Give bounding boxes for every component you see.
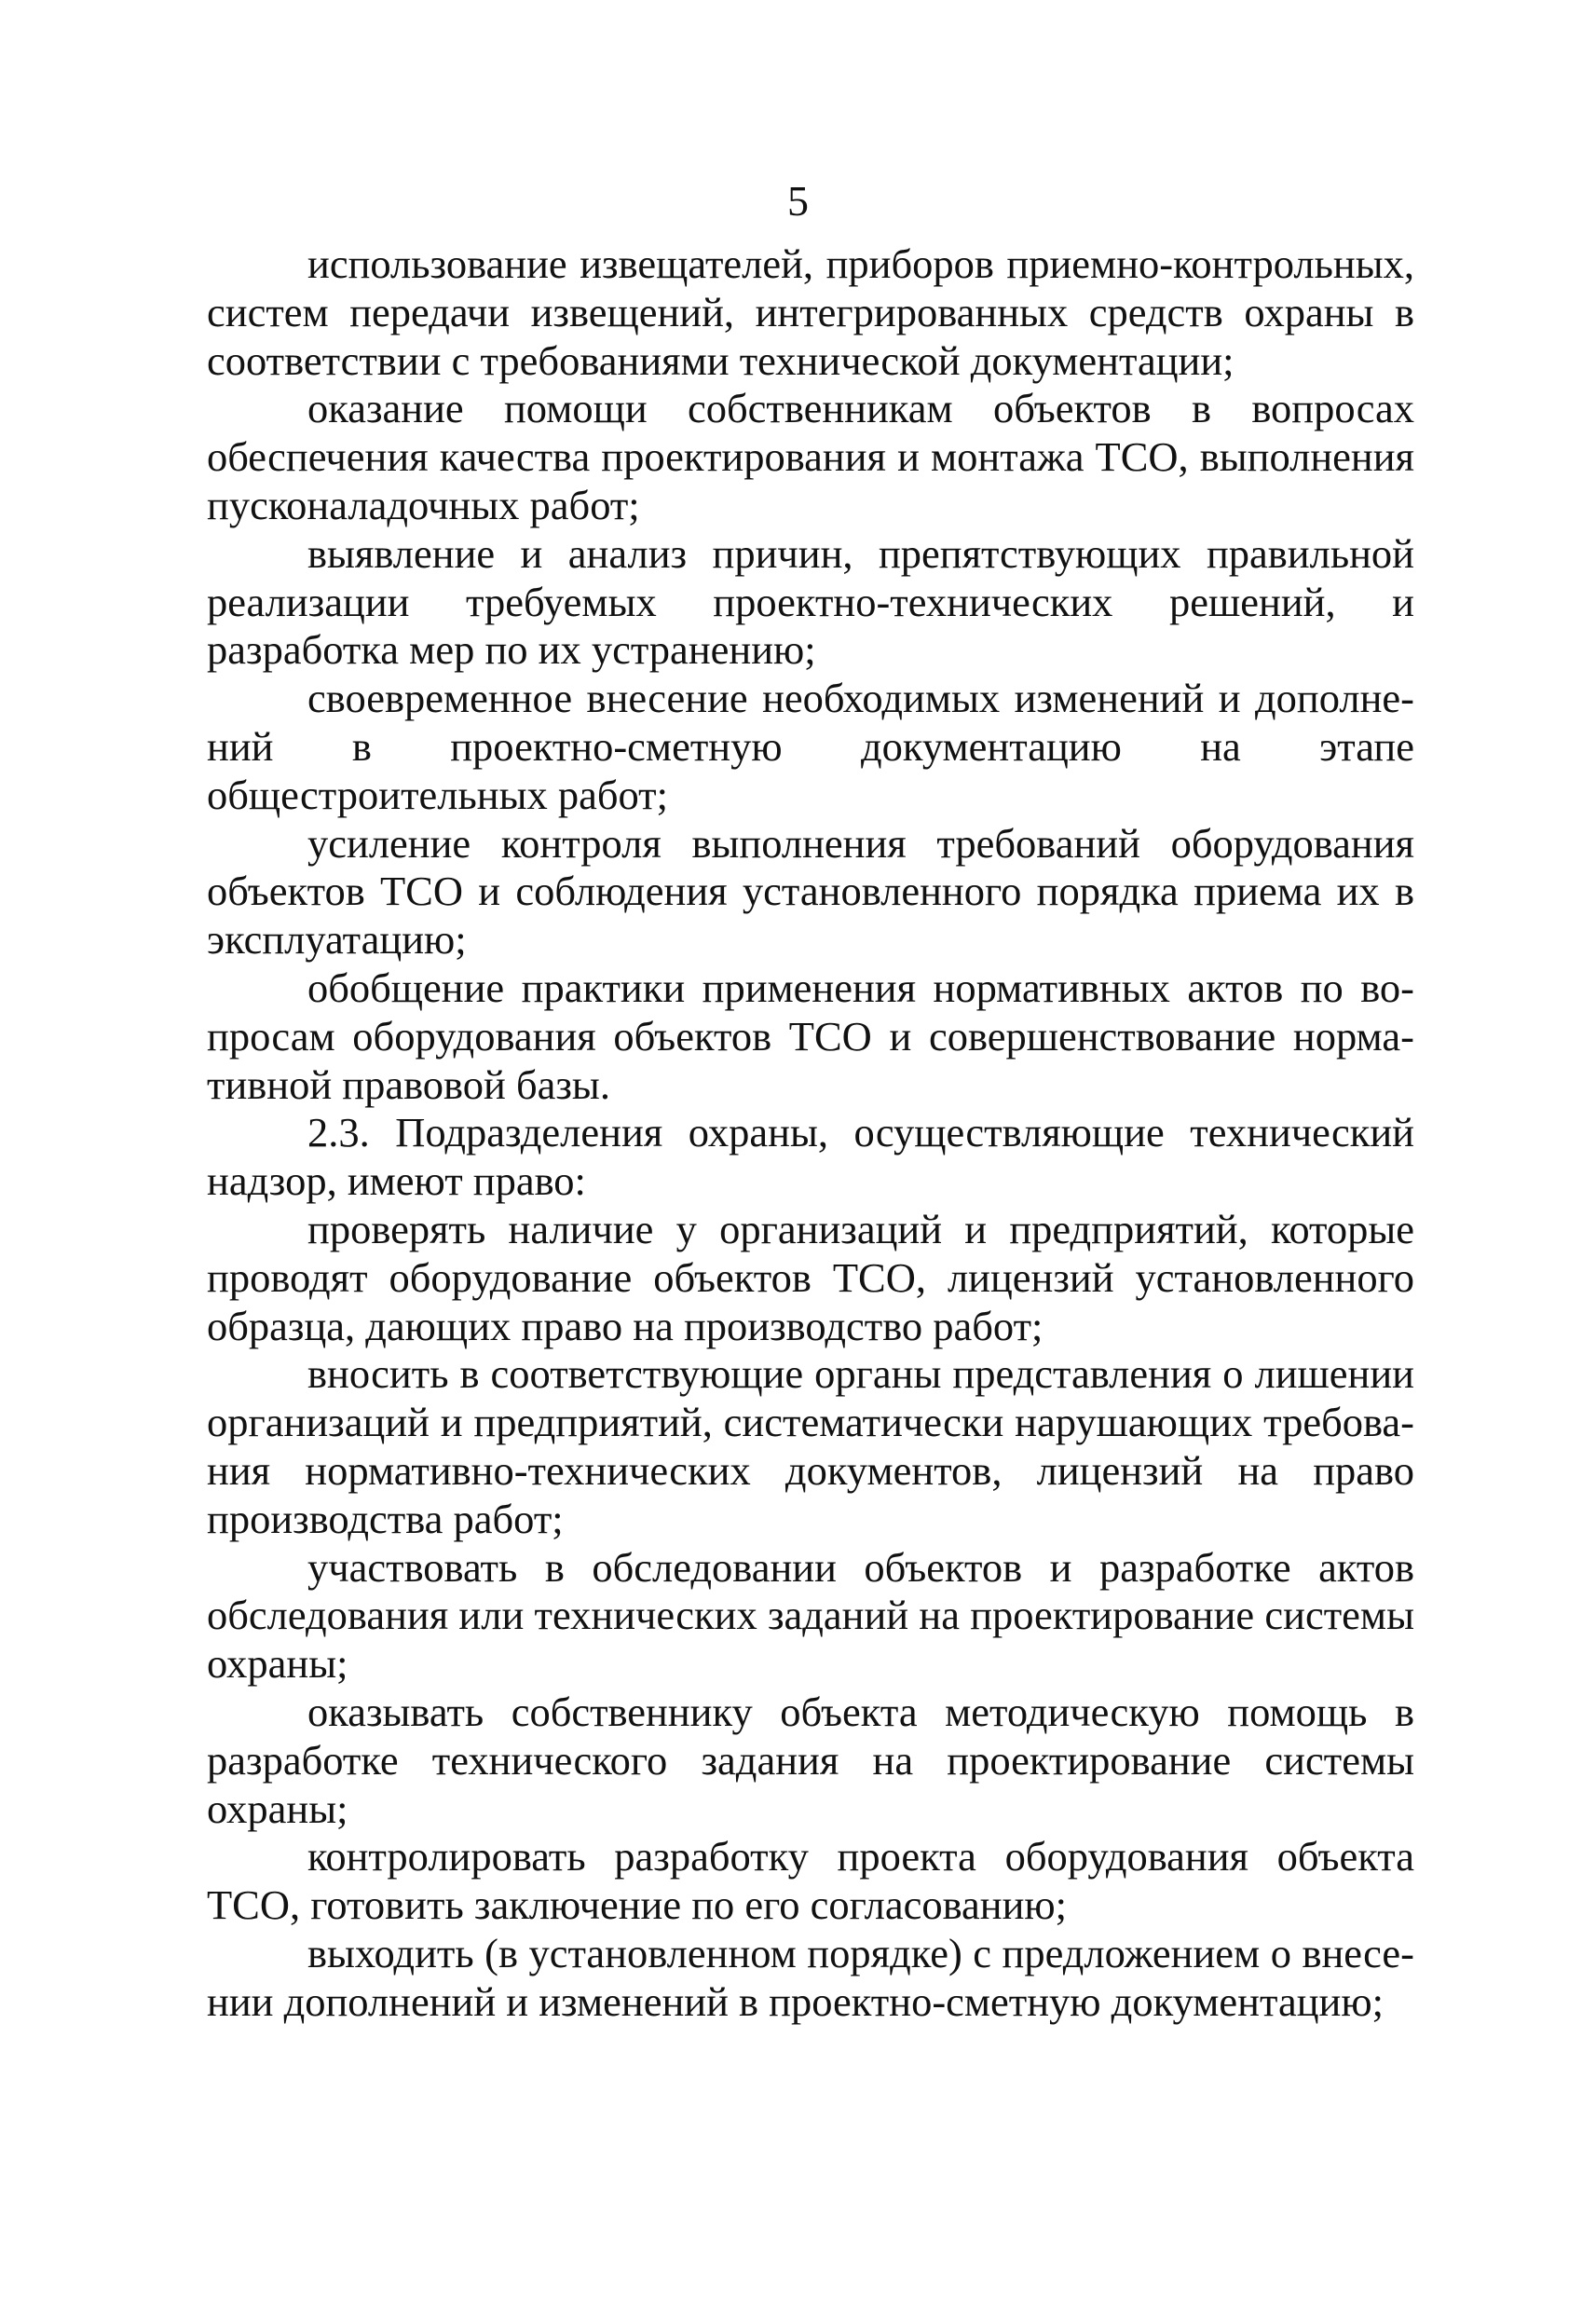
paragraph: оказывать собственнику объекта методическую помощь в разработке технического задания на проектирование системы охраны;	[207, 1688, 1414, 1832]
paragraph: участвовать в обследовании объектов и разработке актов обследования или технических заданий на проектирование системы охраны;	[207, 1543, 1414, 1688]
paragraph: выявление и анализ причин, препятствующих правильной реализации требуемых проектно-технических решений, и разработка мер по их устранению;	[207, 529, 1414, 674]
document-body	[207, 240, 1414, 2026]
paragraph: проверять наличие у организаций и предприятий, которые проводят оборудование объектов ТСО, лицензий установленного образца, дающих право на производство работ;	[207, 1205, 1414, 1349]
paragraph: усиление контроля выполнения требований оборудования объектов ТСО и соблюдения установленного порядка приема их в эксплуатацию;	[207, 819, 1414, 964]
paragraph: контролировать разработку проекта оборудования объекта ТСО, готовить заключение по его согласованию;	[207, 1833, 1414, 1929]
paragraph: использование извещателей, приборов приемно-контрольных, систем передачи извещений, интегрированных средств охраны в соответствии с требованиями технической документации;	[207, 240, 1414, 384]
page-number: 5	[787, 177, 809, 225]
paragraph: своевременное внесение необходимых изменений и дополнений в проектно-сметную документацию на этапе общестроительных работ;	[207, 675, 1414, 818]
paragraph: оказание помощи собственникам объектов в вопросах обеспечения качества проектирования и монтажа ТСО, выполнения пусконаладочных работ;	[207, 385, 1414, 528]
paragraph: вносить в соответствующие органы представления о лишении организаций и предприятий, систематически нарушающих требования нормативно-технических документов, лицензий на право производства работ;	[207, 1350, 1414, 1542]
paragraph: обобщение практики применения нормативных актов по вопросам оборудования объектов ТСО и совершенствование нормативной правовой базы.	[207, 964, 1414, 1108]
section-paragraph-2-3: 2.3. Подразделения охраны, осуществляющие технический надзор, имеют право:	[207, 1109, 1414, 1205]
paragraph: выходить (в установленном порядке) с предложением о внесении дополнений и изменений в проектно-сметную документацию;	[207, 1929, 1414, 2025]
